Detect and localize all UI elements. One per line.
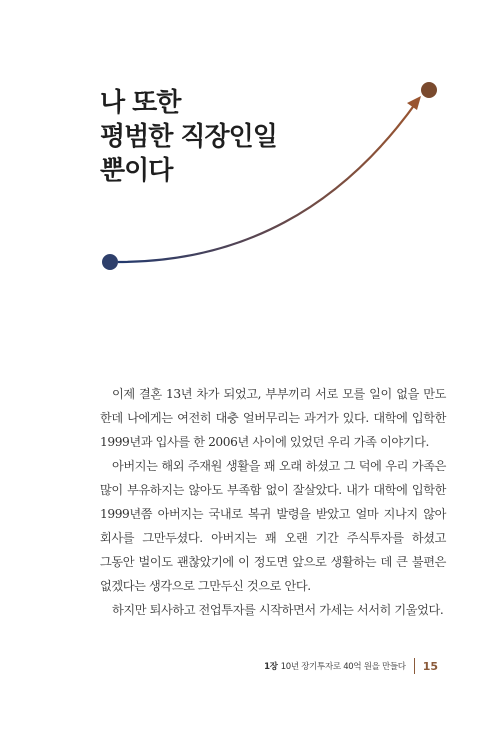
page-number: 15 <box>422 659 438 673</box>
paragraph-2: 아버지는 해외 주재원 생활을 꽤 오래 하셨고 그 덕에 우리 가족은 많이 부유하지는 않아도 부족함 없이 잘살았다. 내가 대학에 입학한 1999년쯤 아버지는 국내로 복귀 발령을 받았고 얼마 지나지 않아 회사를 그만두셨다. 아버지는 꽤 오랜 기간 주식투자를 하셨고 그동안 벌이도 괜찮았기에 이 정도면 앞으로 생활하는 데 큰 불편은 없겠다는 생각으로 그만두신 것으로 안다. <box>100 459 446 593</box>
chapter-label: 1장 <box>264 662 278 672</box>
paragraph-3: 하지만 퇴사하고 전업투자를 시작하면서 가세는 서서히 기울었다. <box>112 603 444 617</box>
start-dot <box>102 254 118 270</box>
chapter-title-line-3: 뿐이다 <box>100 156 173 186</box>
growth-arrow-curve <box>118 100 418 262</box>
footer-divider <box>414 658 415 674</box>
running-head <box>264 660 406 672</box>
page-footer <box>264 656 438 676</box>
end-dot <box>421 82 437 98</box>
running-head-text: 10년 장기투자로 40억 원을 만들다 <box>280 662 406 672</box>
paragraph-1: 이제 결혼 13년 차가 되었고, 부부끼리 서로 모를 일이 없을 만도 한데 나에게는 여전히 대충 얼버무리는 과거가 있다. 대학에 입학한 1999년과 입사를 한 2006년 사이에 있었던 우리 가족 이야기다. <box>100 387 446 449</box>
chapter-title-line-1: 나 또한 <box>100 88 181 118</box>
growth-arrow-figure <box>0 0 500 300</box>
chapter-title-line-2: 평범한 직장인일 <box>100 122 277 152</box>
body-text <box>100 382 446 622</box>
arrow-head-icon <box>407 96 421 110</box>
